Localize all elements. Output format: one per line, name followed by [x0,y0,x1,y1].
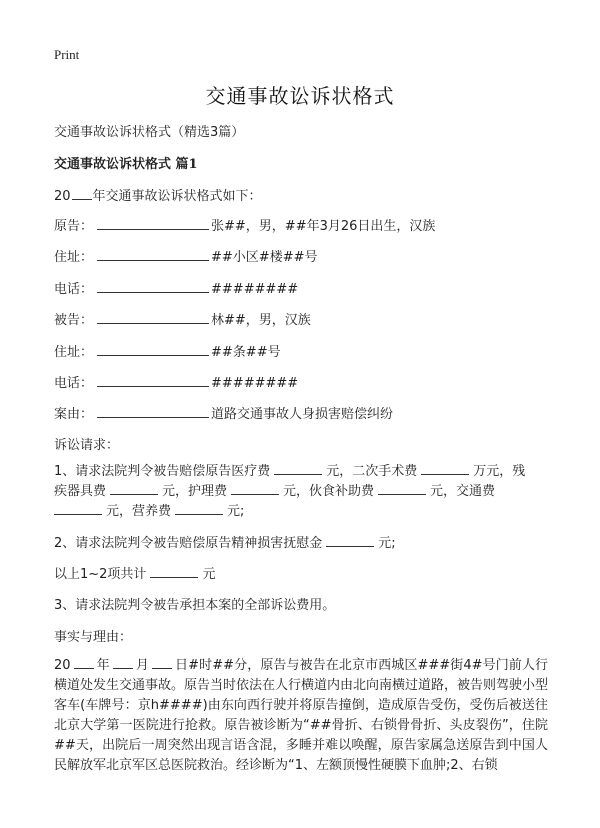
field-label: 案由： [54,407,94,422]
date-blank [113,656,133,669]
amount-blank [175,502,223,515]
field-blank [97,311,209,324]
claim-text: 元，营养费 [106,504,172,519]
claim-text: 元，护理费 [162,484,228,499]
field-defendant-address [54,341,281,360]
total-text: 以上1~2项共计 [54,567,147,582]
claim-text: 1、请求法院判令被告赔偿原告医疗费 [54,464,271,479]
field-label: 住址： [54,345,94,360]
field-label: 被告： [54,313,94,328]
field-label: 电话： [54,376,94,391]
amount-blank [231,482,279,495]
field-blank [97,405,209,418]
amount-blank [274,462,322,475]
field-label: 原告： [54,219,94,234]
facts-text: #时##分，原告与被告在北京市西城区###街4#号门前人行横道处发生交通事故。原告当时依法在人行横道内由北向南横过道路，被告则驾驶小型客车(车牌号：京h####)由东向西行驶并将原告撞倒，造成原告受伤，受伤后被送往北京大学第一医院进行抢救。原告被诊断为“##骨折、右锁骨骨折、头皮裂伤”，住院##天，出院后一周突然出现言语含混，多睡并难以唤醒，原告家属急送原告到中国人民解放军北京军区总医院救治。经诊断为“1、左额顶慢性硬膜下血肿;2、右锁 [54,658,549,773]
claims-total [54,563,215,582]
field-value: ######## [211,376,299,391]
claim-3: 3、请求法院判令被告承担本案的全部诉讼费用。 [54,598,336,613]
date-text: 日 [174,658,189,673]
claim-1 [54,462,548,522]
claim-text: 元，伙食补助费 [283,484,375,499]
claim-text: 元，交通费 [430,484,496,499]
claim-text: 万元，残 [473,464,526,479]
print-link[interactable]: Print [54,47,80,62]
total-text: 元 [202,567,216,582]
field-label: 电话： [54,282,94,297]
field-plaintiff [54,215,435,234]
field-plaintiff-address [54,246,317,265]
field-blank [97,343,209,356]
claim-2 [54,532,396,551]
amount-blank [110,482,158,495]
field-cause [54,403,393,422]
claim-text: 元; [378,536,396,551]
field-value: ##小区#楼##号 [211,250,318,265]
date-text: 20 [54,658,71,673]
amount-blank [54,502,102,515]
amount-blank [150,565,198,578]
field-value: ######## [211,282,299,297]
intro-line [54,185,262,204]
claim-text: 2、请求法院判令被告赔偿原告精神损害抚慰金 [54,536,323,551]
date-text: 月 [135,658,149,673]
field-blank [97,217,209,230]
facts-heading: 事实与理由： [54,630,133,645]
amount-blank [378,482,426,495]
field-defendant [54,309,311,328]
field-plaintiff-phone [54,278,298,297]
date-blank [152,656,172,669]
document-subtitle: 交通事故讼诉状格式（精选3篇） [54,125,245,140]
field-value: 张##，男，##年3月26日出生，汉族 [211,219,436,234]
field-value: ##条##号 [211,345,281,360]
field-defendant-phone [54,372,298,391]
field-blank [97,374,209,387]
field-value: 林##，男，汉族 [211,313,311,328]
claim-text: 疾器具费 [54,484,107,499]
document-title: 交通事故讼诉状格式 [205,84,395,108]
facts-paragraph [54,656,548,776]
amount-blank [326,534,374,547]
intro-suffix: 年交通事故讼诉状格式如下： [92,189,262,204]
section-heading: 交通事故讼诉状格式 篇1 [54,157,198,172]
date-text: 年 [96,658,110,673]
claim-text: 元，二次手术费 [326,464,418,479]
year-blank [72,187,92,200]
field-blank [97,248,209,261]
intro-prefix: 20 [54,189,71,204]
field-label: 住址： [54,250,94,265]
amount-blank [421,462,469,475]
field-value: 道路交通事故人身损害赔偿纠纷 [211,407,394,422]
field-blank [97,280,209,293]
claims-heading: 诉讼请求： [54,438,120,453]
date-blank [74,656,94,669]
claim-text: 元; [227,504,245,519]
